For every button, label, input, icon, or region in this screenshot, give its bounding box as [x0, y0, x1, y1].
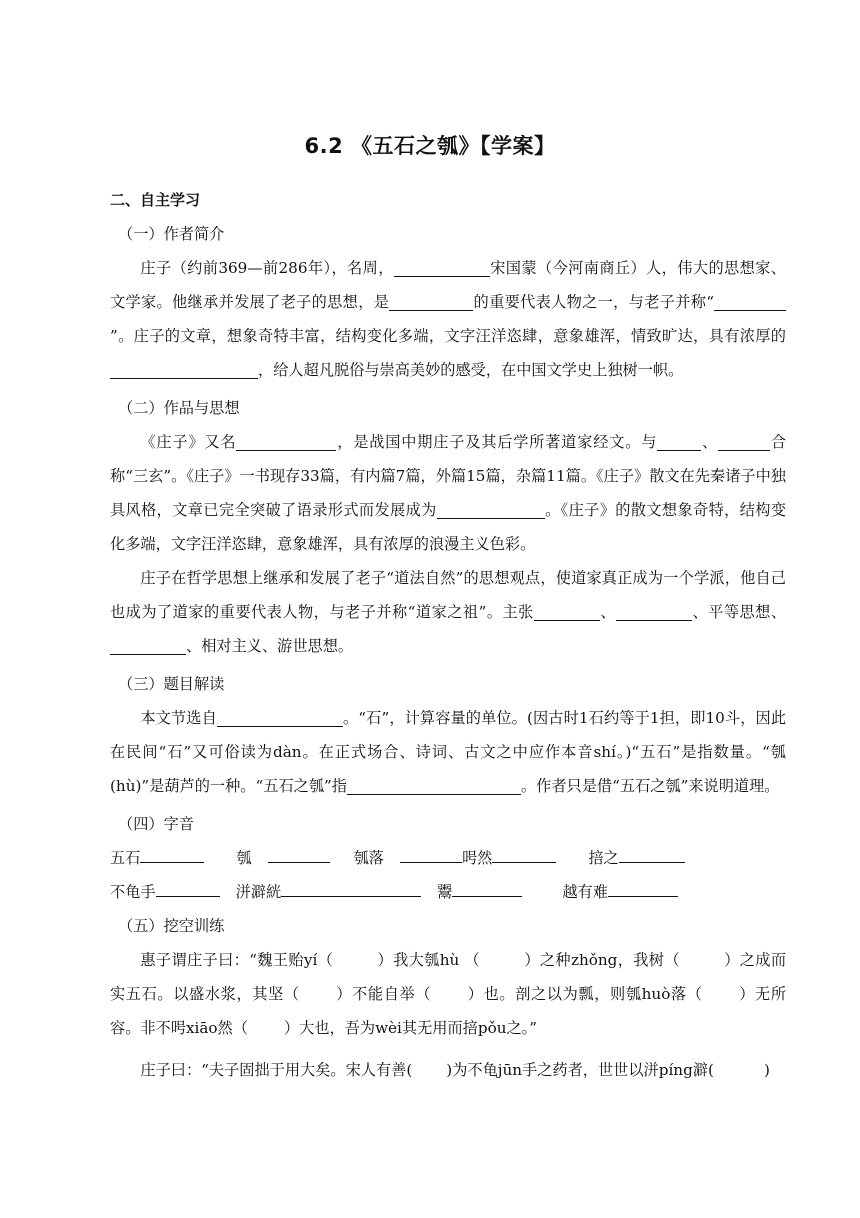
text-segment: 《庄子》又名 — [140, 433, 237, 451]
fill-blank[interactable] — [492, 842, 556, 863]
text-segment: 。《庄子》的散文想象奇特，结构变化多端，文字汪洋恣肆，意象雄浑，具有浓厚的浪漫主义色彩。 — [110, 501, 787, 553]
fill-blank[interactable] — [657, 430, 701, 451]
fill-blank[interactable] — [110, 634, 186, 655]
fill-blank[interactable] — [714, 290, 786, 311]
text-segment: 庄子（约前369—前286年），名周， — [140, 259, 394, 277]
text-segment: ）我大瓠hù （ — [377, 951, 480, 969]
fill-blank[interactable] — [156, 876, 220, 897]
fill-blank[interactable] — [268, 842, 330, 863]
text-segment: 、相对主义、游世思想。 — [186, 637, 354, 655]
fill-blank[interactable] — [616, 600, 692, 621]
word-label: 掊之 — [588, 849, 619, 867]
fill-blank[interactable] — [217, 706, 343, 727]
fill-blank[interactable] — [718, 430, 770, 451]
text-segment: 惠子谓庄子曰：“魏王贻yí（ — [140, 951, 334, 969]
training-paragraph-2 — [110, 1053, 786, 1087]
text-segment: ）也。剖之以为瓢，则瓠huò落（ — [467, 985, 703, 1003]
text-segment: 、 — [599, 603, 617, 621]
text-segment: ，是战国中期庄子及其后学所著道家经文。与 — [336, 433, 658, 451]
text-segment: 庄子曰：“夫子固拙于用大矣。宋人有善( — [140, 1061, 413, 1079]
fill-blank[interactable] — [400, 842, 462, 863]
word-label: 呺然 — [461, 849, 493, 867]
section-heading-self-study: 二、自主学习 — [110, 191, 201, 209]
works-paragraph — [110, 425, 786, 561]
fill-blank[interactable] — [110, 358, 258, 379]
subsection-heading-title-reading: （三）题目解读 — [118, 675, 225, 693]
fill-blank[interactable] — [619, 842, 685, 863]
text-segment: 庄子在哲学思想上继承和发展了老子“道法自然”的思想观点，使道家真正成为一个学派，他自己也成为了道家的重要代表人物，与老子并称“道家之祖”。主张 — [110, 569, 786, 621]
word-label: 瓠 — [236, 849, 252, 867]
text-segment: ）无所容。非不呺xiāo然（ — [110, 985, 787, 1037]
text-segment: 的重要代表人物之一，与老子并称“ — [473, 293, 715, 311]
text-segment: 宋国蒙（今河南商丘）人，伟大的思想家、文学家。他继承并发展了老子的思想，是 — [110, 259, 786, 311]
fill-blank[interactable] — [140, 842, 204, 863]
text-segment: 合称“三玄”。《庄子》一书现存33篇，有内篇7篇，外篇15篇，杂篇11篇。《庄子》散文在先秦诸子中独具风格，文章已完全突破了语录形式而发展成为 — [110, 433, 787, 519]
fill-blank[interactable] — [608, 876, 678, 897]
word-label: 鬻 — [437, 883, 453, 901]
pronunciation-row-2 — [110, 875, 786, 909]
document-body — [110, 183, 786, 1087]
fill-blank[interactable] — [437, 498, 545, 519]
text-segment: ”。庄子的文章，想象奇特丰富，结构变化多端，文字汪洋恣肆，意象雄浑，情致旷达，具有浓厚的 — [110, 327, 786, 345]
pronunciation-row-1 — [110, 841, 786, 875]
subsection-heading-works: （二）作品与思想 — [118, 399, 240, 417]
word-label: 越有难 — [562, 883, 608, 901]
word-label: 五石 — [110, 849, 141, 867]
subsection-heading-fill-in-training: （五）挖空训练 — [118, 917, 225, 935]
text-segment: 。作者只是借“五石之瓠”来说明道理。 — [520, 777, 780, 795]
author-intro-paragraph — [110, 251, 786, 387]
subsection-heading-pronunciation: （四）字音 — [118, 815, 194, 833]
word-label: 洴澼絖 — [235, 883, 282, 901]
text-segment: ）之种zhǒng，我树（ — [523, 951, 680, 969]
text-segment: ）大也，吾为wèi其无用而掊pǒu之。” — [283, 1019, 538, 1037]
page-title: 6.2 《五石之瓠》【学案】 — [304, 134, 556, 158]
text-segment: 、平等思想、 — [692, 603, 787, 621]
title-reading-paragraph — [110, 701, 786, 803]
fill-blank[interactable] — [534, 600, 600, 621]
fill-blank[interactable] — [281, 876, 421, 897]
fill-blank[interactable] — [452, 876, 522, 897]
text-segment: ) — [763, 1061, 770, 1079]
word-label: 不龟手 — [110, 883, 156, 901]
fill-blank[interactable] — [236, 430, 336, 451]
fill-blank[interactable] — [347, 774, 521, 795]
word-label: 瓠落 — [353, 849, 384, 867]
text-segment: 、 — [701, 433, 719, 451]
text-segment: )为不龟jūn手之药者，世世以洴píng澼( — [446, 1061, 714, 1079]
text-segment: 本文节选自 — [140, 709, 217, 727]
text-segment: ，给人超凡脱俗与崇高美妙的感受，在中国文学史上独树一帜。 — [258, 361, 684, 379]
text-segment: 。“石”，计算容量的单位。(因古时1石约等于1担，即10斗，因此在民间“石”又可俗读为dàn。在正式场合、诗词、古文之中应作本音shí。)“五石”是指数量。“瓠(hù)”是葫芦的一种。“五石之瓠”指 — [110, 709, 787, 795]
subsection-heading-author: （一）作者简介 — [118, 225, 225, 243]
thought-paragraph — [110, 561, 786, 663]
training-paragraph-1 — [110, 943, 786, 1045]
text-segment: ）不能自举（ — [335, 985, 432, 1003]
fill-blank[interactable] — [389, 290, 473, 311]
text-segment: ）之成而实五石。以盛水浆，其坚（ — [110, 951, 787, 1003]
fill-blank[interactable] — [394, 256, 490, 277]
